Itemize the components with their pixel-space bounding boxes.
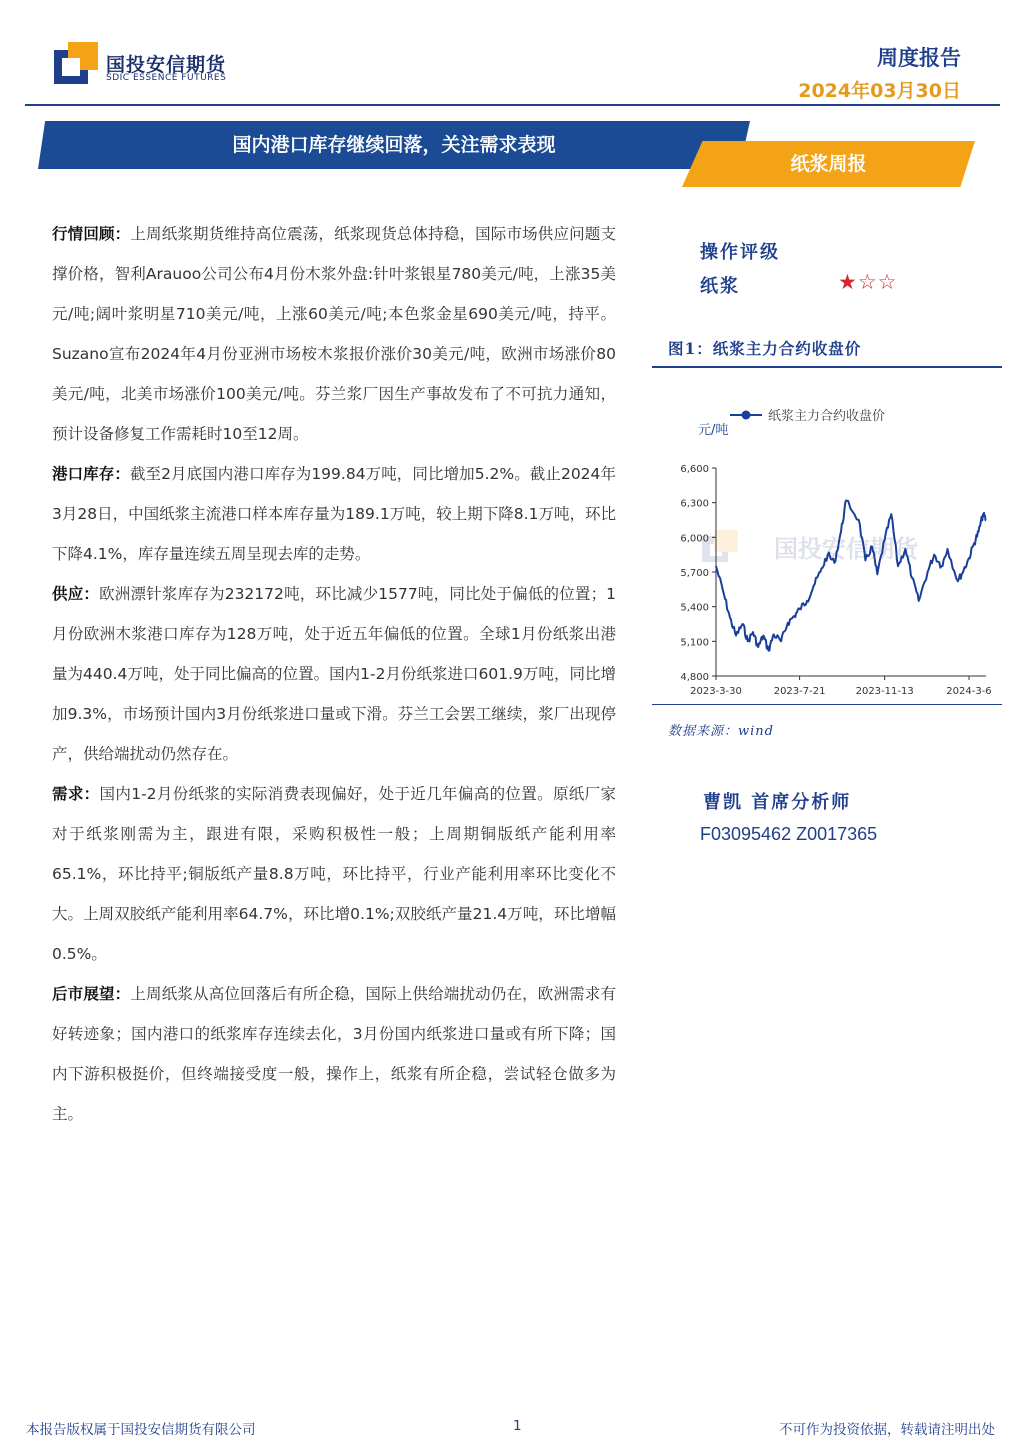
report-body [52,214,616,1134]
section-text: 欧洲漂针浆库存为232172吨，环比减少1577吨，同比处于偏低的位置；1月份欧洲木浆港口库存为128万吨，处于近五年偏低的位置。全球1月份纸浆出港量为440.4万吨，处于同比偏高的位置。国内1-2月份纸浆进口601.9万吨，同比增加9.3%，市场预计国内3月份纸浆进口量或下滑。芬兰工会罢工继续，浆厂出现停产，供给端扰动仍然存在。 [52,585,616,763]
company-logo-icon [54,42,98,84]
header-divider [25,104,1000,106]
data-source: 数据来源：wind [668,724,774,739]
legend-marker [742,411,751,420]
section-port-inventory [52,454,616,574]
section-market-review [52,214,616,454]
section-outlook [52,974,616,1134]
x-tick-label: 2023-3-30 [690,686,742,697]
price-line-chart [652,370,1002,705]
section-label: 行情回顾： [52,225,131,243]
company-name-en: SDIC ESSENCE FUTURES [106,73,227,83]
y-tick-label: 5,700 [680,568,709,579]
section-text: 截至2月底国内港口库存为199.84万吨，同比增加5.2%。截止2024年3月28日，中国纸浆主流港口样本库存量为189.1万吨，较上期下降8.1万吨，环比下降4.1%，库存量连续五周呈现去库的走势。 [52,465,616,563]
rating-heading: 操作评级 [700,242,780,263]
x-tick-label: 2023-7-21 [773,686,826,697]
y-tick-label: 6,300 [680,498,709,510]
section-label: 港口库存： [52,465,130,483]
y-tick-label: 5,400 [680,602,709,614]
footer-copyright: 本报告版权属于国投安信期货有限公司 [26,1422,256,1438]
figure-bottom-rule [652,704,1002,705]
figure-title: 图1：纸浆主力合约收盘价 [668,339,862,358]
footer-disclaimer: 不可作为投资依据，转载请注明出处 [779,1422,995,1438]
series-line-pulp-price [716,500,986,650]
analyst-name: 曹凯 首席分析师 [703,792,852,813]
page-number: 1 [513,1418,522,1434]
section-text: 上周纸浆期货维持高位震荡，纸浆现货总体持稳，国际市场供应问题支撑价格，智利Arauoo公司公布4月份木浆外盘:针叶浆银星780美元/吨，上涨35美元/吨;阔叶浆明星710美元/吨，上涨60美元/吨;本色浆金星690美元/吨，持平。Suzano宣布2024年4月份亚洲市场桉木浆报价涨价30美元/吨，欧洲市场涨价80美元/吨，北美市场涨价100美元/吨。芬兰浆厂因生产事故发布了不可抗力通知，预计设备修复工作需耗时10至12周。 [52,225,616,443]
section-label: 后市展望： [52,985,131,1003]
report-title: 国内港口库存继续回落，关注需求表现 [232,134,556,156]
section-label: 供应： [52,585,100,603]
x-tick-label: 2023-11-13 [855,686,914,697]
legend-label: 纸浆主力合约收盘价 [768,409,886,424]
y-tick-label: 6,600 [680,464,709,475]
y-axis-label: 元/吨 [698,423,729,438]
section-label: 需求： [52,785,100,803]
figure-top-rule [652,366,1002,368]
section-text: 上周纸浆从高位回落后有所企稳，国际上供给端扰动仍在，欧洲需求有好转迹象；国内港口的纸浆库存连续去化，3月份国内纸浆进口量或有所下降；国内下游积极挺价，但终端接受度一般，操作上，纸浆有所企稳，尝试轻仓做多为主。 [52,985,616,1123]
y-tick-label: 6,000 [680,533,709,545]
y-tick-label: 4,800 [680,672,709,683]
x-tick-label: 2024-3-6 [946,686,992,697]
section-text: 国内1-2月份纸浆的实际消费表现偏好，处于近几年偏高的位置。原纸厂家对于纸浆刚需为主，跟进有限，采购积极性一般；上周期铜版纸产能利用率65.1%，环比持平;铜版纸产量8.8万吨，环比持平，行业产能利用率环比变化不大。上周双胶纸产能利用率64.7%，环比增0.1%;双胶纸产量21.4万吨，环比增幅0.5%。 [52,785,616,963]
report-date: 2024年03月30日 [798,80,961,102]
section-demand [52,774,616,974]
section-supply [52,574,616,774]
company-name-cn: 国投安信期货 [106,54,227,76]
report-type: 周度报告 [877,46,961,70]
report-subtitle: 纸浆周报 [790,153,867,175]
y-tick-label: 5,100 [680,637,709,649]
analyst-license: F03095462 Z0017365 [700,824,878,844]
rating-item: 纸浆 [700,276,740,297]
chart-watermark-text: 国投安信期货 [774,535,918,563]
rating-stars: ★☆☆ [838,270,898,294]
